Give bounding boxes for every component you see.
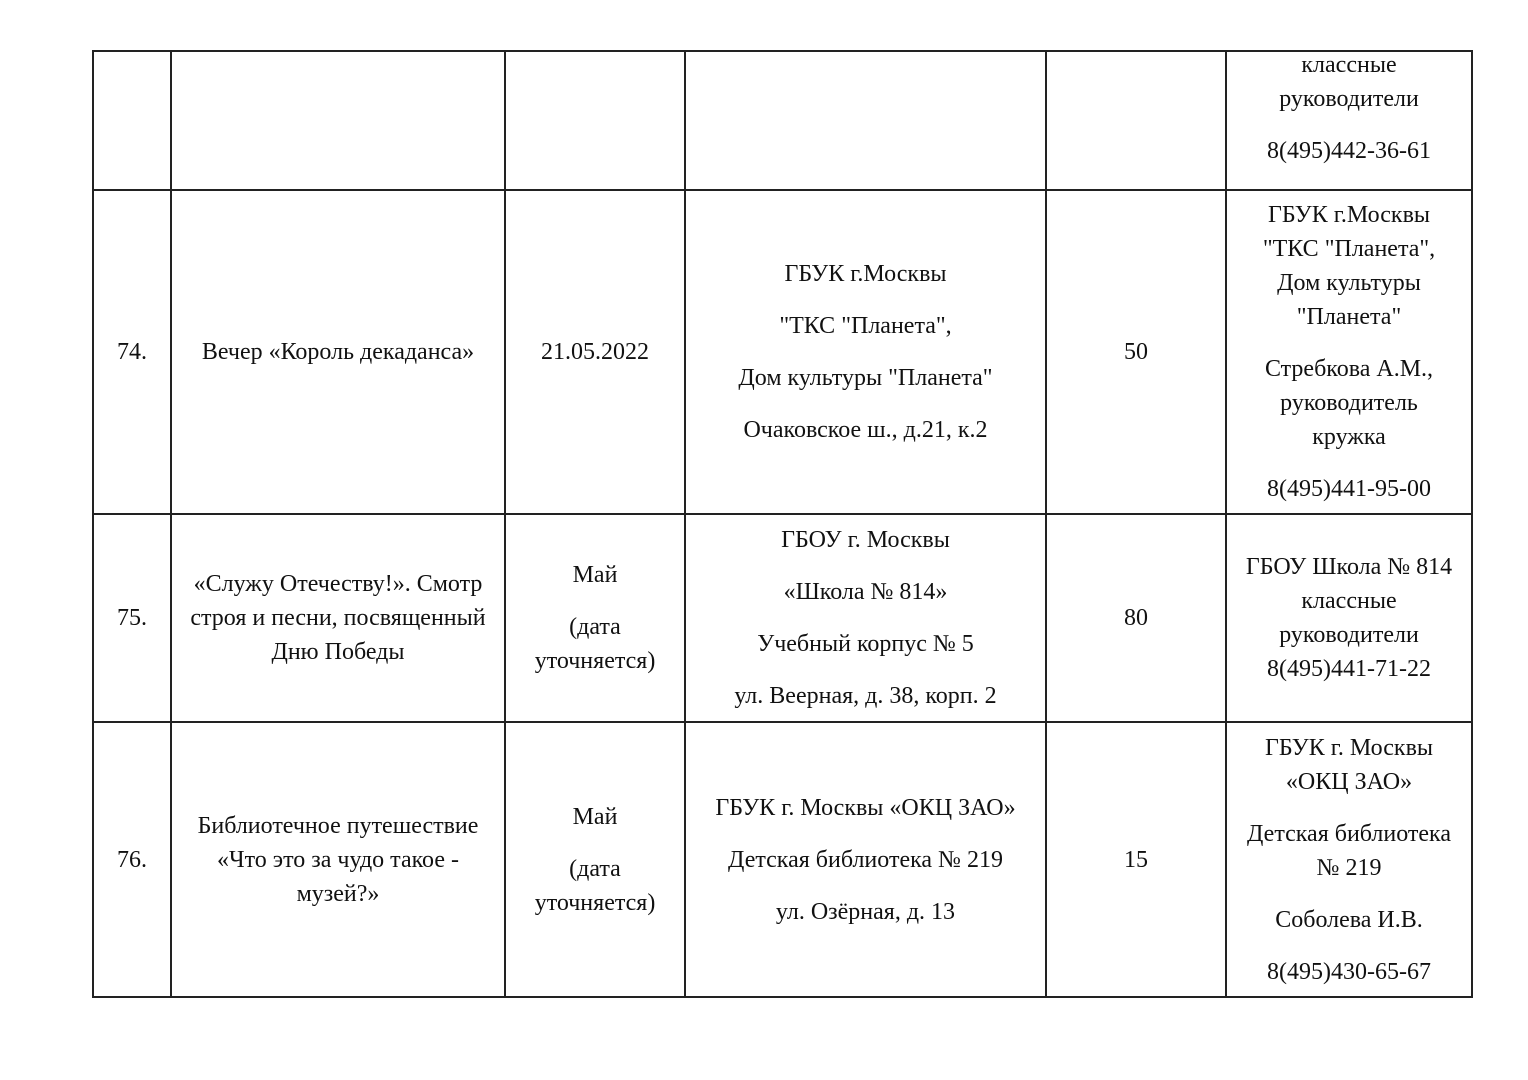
contact-org-line: классные xyxy=(1301,588,1397,614)
contact-phone: 8(495)430-65-67 xyxy=(1267,958,1431,985)
table-row xyxy=(93,514,1472,722)
row-number: 76. xyxy=(93,722,171,997)
place-line: ГБОУ г. Москвы xyxy=(781,527,950,553)
place-line: Детская библиотека № 219 xyxy=(728,846,1003,873)
responsible-contact xyxy=(1226,514,1472,722)
place-line: "ТКС "Планета", xyxy=(779,313,952,339)
event-date-line: 21.05.2022 xyxy=(541,339,649,365)
row-number: 74. xyxy=(93,190,171,514)
contact-org-line: "Планета" xyxy=(1296,304,1402,330)
event-place xyxy=(685,722,1046,997)
event-place xyxy=(685,190,1046,514)
contact-phone: 8(495)441-95-00 xyxy=(1267,476,1431,502)
event-title xyxy=(171,51,505,190)
contact-person-line: кружка xyxy=(1312,424,1386,450)
contact-person-line: руководитель xyxy=(1280,390,1418,416)
contact-org-line: руководители xyxy=(1279,86,1419,112)
row-number xyxy=(93,51,171,190)
event-title: «Служу Отечеству!». Смотр строя и песни, посвященный Дню Победы xyxy=(171,514,505,722)
contact-org-line: ГБУК г. Москвы xyxy=(1264,734,1434,761)
events-table xyxy=(92,50,1473,998)
event-place xyxy=(685,51,1046,190)
contact-person-line: Стребкова А.М., xyxy=(1264,356,1434,382)
participant-count xyxy=(1046,51,1226,190)
table-row xyxy=(93,51,1472,190)
contact-org-line: "ТКС "Планета", xyxy=(1262,236,1436,262)
contact-phone: 8(495)441-71-22 xyxy=(1267,656,1431,682)
place-line: ул. Озёрная, д. 13 xyxy=(775,898,956,925)
event-date xyxy=(505,190,685,514)
place-line: Очаковское ш., д.21, к.2 xyxy=(743,417,988,443)
contact-org-line: руководители xyxy=(1279,622,1419,648)
place-line: ул. Веерная, д. 38, корп. 2 xyxy=(734,683,997,709)
place-line: ГБУК г.Москвы xyxy=(784,261,947,287)
participant-count: 80 xyxy=(1046,514,1226,722)
event-place xyxy=(685,514,1046,722)
table-row xyxy=(93,190,1472,514)
contact-person-line: Соболева И.В. xyxy=(1275,906,1423,933)
event-date xyxy=(505,514,685,722)
contact-org-line: Дом культуры xyxy=(1277,270,1421,296)
responsible-contact xyxy=(1226,51,1472,190)
event-date-line: уточняется) xyxy=(534,889,656,916)
responsible-contact xyxy=(1226,190,1472,514)
contact-org-line: классные xyxy=(1301,52,1397,78)
event-date-line: Май xyxy=(572,803,618,830)
participant-count: 50 xyxy=(1046,190,1226,514)
table-row xyxy=(93,722,1472,997)
event-date-line: уточняется) xyxy=(534,648,656,674)
event-date-line: Май xyxy=(572,562,618,588)
contact-org-line: «ОКЦ ЗАО» xyxy=(1285,768,1413,795)
event-title: Вечер «Король декаданса» xyxy=(171,190,505,514)
event-date xyxy=(505,722,685,997)
contact-person-line: № 219 xyxy=(1316,854,1382,881)
event-title: Библиотечное путешествие «Что это за чудо такое - музей?» xyxy=(171,722,505,997)
row-number: 75. xyxy=(93,514,171,722)
event-date-line: (дата xyxy=(569,855,621,882)
place-line: Дом культуры "Планета" xyxy=(738,365,993,391)
responsible-contact xyxy=(1226,722,1472,997)
place-line: Учебный корпус № 5 xyxy=(757,631,974,657)
participant-count: 15 xyxy=(1046,722,1226,997)
contact-org-line: ГБОУ Школа № 814 xyxy=(1245,554,1453,580)
event-date xyxy=(505,51,685,190)
contact-org-line: ГБУК г.Москвы xyxy=(1267,202,1431,228)
place-line: ГБУК г. Москвы «ОКЦ ЗАО» xyxy=(715,794,1016,821)
place-line: «Школа № 814» xyxy=(783,579,948,605)
event-date-line: (дата xyxy=(569,614,621,640)
contact-phone: 8(495)442-36-61 xyxy=(1267,138,1431,164)
contact-person-line: Детская библиотека xyxy=(1247,820,1451,847)
